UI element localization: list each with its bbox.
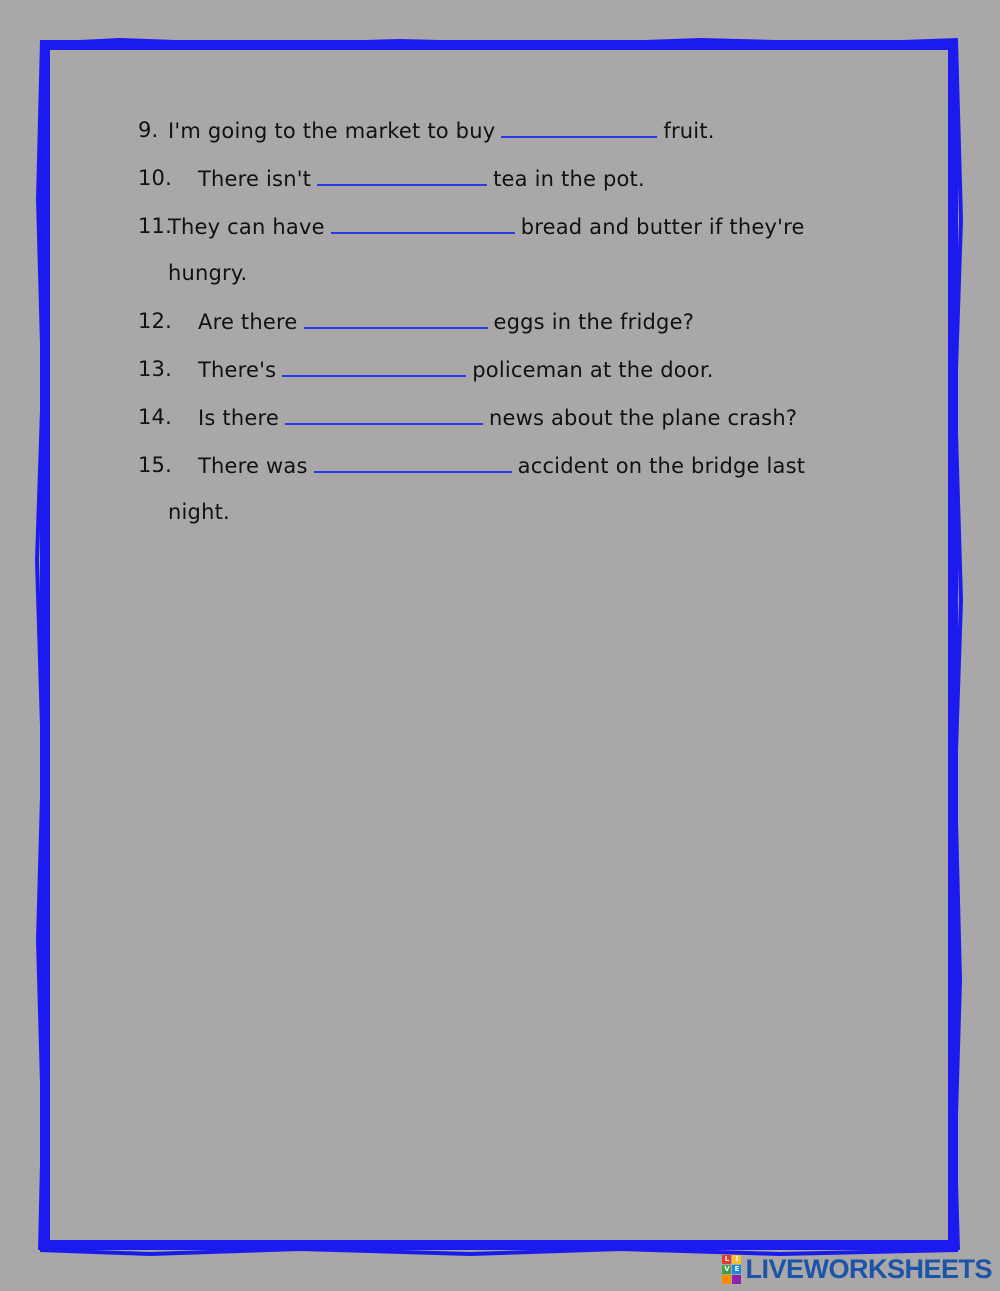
answer-blank[interactable] bbox=[282, 357, 466, 377]
sentence-start: There was bbox=[198, 453, 308, 478]
sentence-start: There's bbox=[198, 357, 277, 382]
logo-mark-cell: E bbox=[732, 1265, 741, 1274]
item-sentence bbox=[198, 357, 714, 382]
logo-text: LIVEWORKSHEETS bbox=[745, 1253, 992, 1284]
item-number: 9. bbox=[138, 118, 159, 142]
item-sentence bbox=[198, 166, 645, 191]
item-sentence bbox=[198, 405, 797, 430]
answer-blank[interactable] bbox=[314, 453, 512, 473]
exercise-item-11-continued bbox=[138, 255, 838, 303]
sentence-end: policeman at the door. bbox=[472, 357, 714, 382]
answer-blank[interactable] bbox=[501, 118, 657, 138]
exercise-item-11 bbox=[138, 208, 838, 256]
sentence-end: eggs in the fridge? bbox=[493, 310, 695, 335]
logo-mark-cell bbox=[732, 1275, 741, 1284]
sentence-start: Are there bbox=[198, 310, 298, 335]
answer-blank[interactable] bbox=[317, 166, 487, 186]
sentence-start: There isn't bbox=[198, 166, 312, 191]
exercise-item-10 bbox=[138, 160, 838, 208]
sentence-start: They can have bbox=[168, 214, 325, 239]
answer-blank[interactable] bbox=[285, 405, 483, 425]
sentence-end: news about the plane crash? bbox=[488, 405, 798, 430]
item-number: 11. bbox=[138, 213, 172, 238]
item-sentence bbox=[168, 214, 805, 239]
sentence-end: accident on the bridge last bbox=[517, 453, 806, 478]
logo-mark-cell: L bbox=[722, 1255, 731, 1264]
item-number: 14. bbox=[138, 404, 172, 429]
logo-mark-cell: V bbox=[724, 1264, 730, 1273]
logo-mark-cell bbox=[722, 1275, 731, 1284]
sentence-end: bread and butter if they're bbox=[520, 214, 805, 239]
logo-mark-cell: I bbox=[732, 1255, 741, 1264]
item-sentence bbox=[198, 309, 694, 334]
exercise-item-15-continued bbox=[138, 494, 838, 542]
sentence-start: I'm going to the market to buy bbox=[168, 119, 496, 143]
sentence-continuation: hungry. bbox=[168, 261, 248, 286]
exercise-item-15 bbox=[138, 447, 838, 495]
item-number: 13. bbox=[138, 356, 172, 381]
answer-blank[interactable] bbox=[304, 309, 488, 329]
exercise-list bbox=[138, 112, 838, 542]
exercise-item-14 bbox=[138, 399, 838, 447]
item-number: 15. bbox=[138, 452, 172, 477]
item-sentence bbox=[168, 118, 715, 143]
item-number: 12. bbox=[138, 309, 172, 334]
exercise-item-12 bbox=[138, 303, 838, 351]
item-number: 10. bbox=[138, 165, 172, 190]
sentence-end: tea in the pot. bbox=[493, 166, 645, 191]
sentence-start: Is there bbox=[198, 405, 279, 430]
answer-blank[interactable] bbox=[331, 214, 515, 234]
exercise-item-13 bbox=[138, 351, 838, 399]
logo-mark-icon bbox=[722, 1255, 741, 1284]
item-sentence bbox=[198, 453, 805, 478]
sentence-continuation: night. bbox=[168, 500, 230, 525]
liveworksheets-logo bbox=[722, 1255, 992, 1283]
sentence-end: fruit. bbox=[663, 119, 715, 143]
exercise-item-9 bbox=[138, 112, 838, 160]
